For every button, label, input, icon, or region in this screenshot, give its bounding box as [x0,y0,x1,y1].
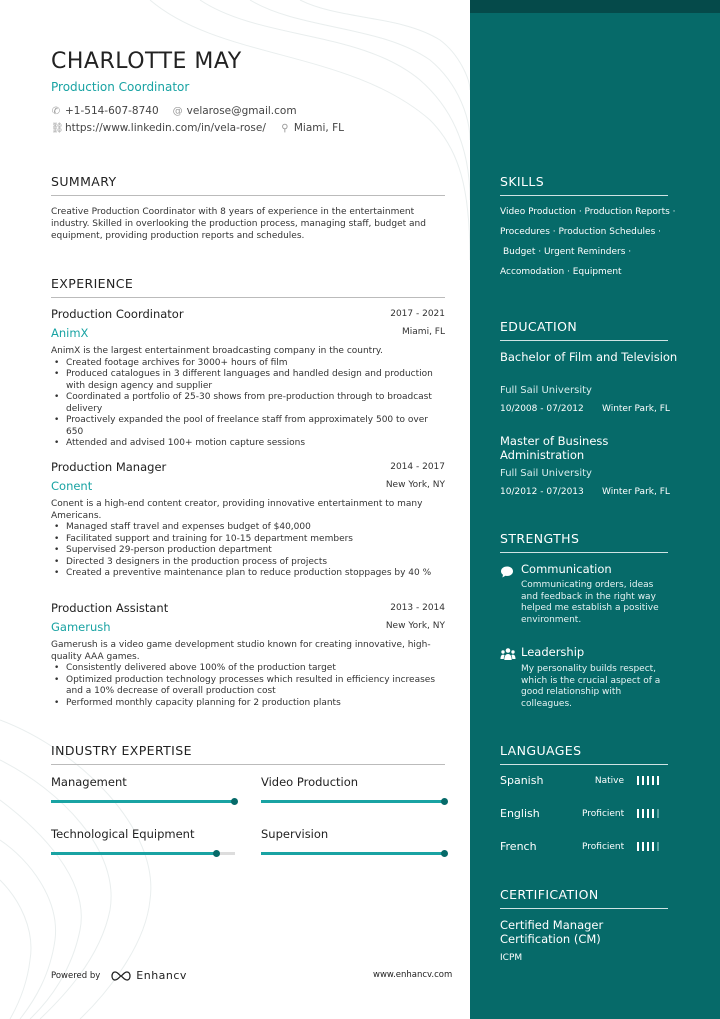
sidebar-top-bar [470,0,720,13]
skills-line: Budget · Urgent Reminders · [503,247,632,257]
group-icon [500,647,516,661]
job-role: Production Coordinator [51,307,184,321]
language-bar [642,776,644,785]
job-bullet: • Created a preventive maintenance plan to reduce production stoppages by 40 % [51,568,445,580]
candidate-name: CHARLOTTE MAY [51,49,242,74]
contact-row-1 [51,105,297,117]
edu-location: Winter Park, FL [602,404,670,414]
job-entry [51,307,445,450]
strengths-heading: STRENGTHS [500,531,668,553]
link-icon: ⛓ [51,122,64,134]
expertise-name: Supervision [261,827,329,841]
job-dates: 2017 - 2021 [390,309,445,319]
language-bar [657,842,659,851]
language-bars [637,776,659,785]
skills-line: Video Production · Production Reports · [500,207,676,217]
email-address[interactable]: velarose@gmail.com [186,105,297,117]
location-text: Miami, FL [293,122,344,134]
summary-text: Creative Production Coordinator with 8 years of experience in the entertainment industry. Skilled in overlooking the production process, managing staff, budget and equipment, providing production reports and schedules. [51,207,426,241]
job-bullet: • Directed 3 designers in the production process of projects [51,557,445,569]
expertise-bar [261,800,445,803]
language-bar [637,842,639,851]
job-location: New York, NY [385,480,445,490]
job-entry [51,601,445,709]
location [280,122,344,134]
language-bar [642,809,644,818]
contact-row-2 [51,122,344,134]
edu-degree: Bachelor of Film and Television [500,350,678,364]
expertise-fill [261,800,445,803]
job-bullet: • Performed monthly capacity planning for 2 production plants [51,698,445,710]
job-bullet: • Created footage archives for 3000+ hours of film [51,358,445,370]
language-bar [652,809,654,818]
language-bar [657,776,659,785]
job-bullet: • Coordinated a portfolio of 25-30 shows from pre-production through to broadcast delivery [51,392,445,415]
language-bar [647,776,649,785]
language-name: French [500,840,537,853]
expertise-item [51,827,235,841]
language-name: Spanish [500,774,544,787]
phone [51,105,159,117]
language-bar [647,842,649,851]
edu-dates: 10/2008 - 07/2012 [500,404,584,414]
edu-dates: 10/2012 - 07/2013 [500,487,584,497]
job-bullet: • Proactively expanded the pool of freelance staff from approximately 500 to over 650 [51,415,445,438]
job-company: Gamerush [51,620,111,634]
language-bars [637,842,659,851]
certification-issuer: ICPM [500,953,523,963]
job-role: Production Manager [51,460,167,474]
expertise-dot [231,798,238,805]
education-heading: EDUCATION [500,319,668,341]
sidebar [470,0,720,1019]
expertise-name: Video Production [261,775,359,789]
expertise-fill [51,800,235,803]
job-description: Conent is a high-end content creator, providing innovative entertainment to many Americans. [51,499,423,521]
job-bullet: • Supervised 29-person production department [51,545,445,557]
candidate-title: Production Coordinator [51,80,190,94]
at-icon: @ [172,105,183,117]
edu-school: Full Sail University [500,468,592,479]
job-bullets [51,663,445,709]
language-name: English [500,807,540,820]
expertise-item [261,775,445,789]
phone-icon: ✆ [51,105,61,117]
footer-powered [51,969,187,982]
language-level: Proficient [582,842,625,852]
expertise-dot [441,798,448,805]
strength-description: Communicating orders, ideas and feedback in the right way helped me establish a positive environment. [521,580,659,625]
language-bar [647,809,649,818]
skills-line: Procedures · Production Schedules · [500,227,662,237]
language-bar [652,776,654,785]
job-bullet: • Managed staff travel and expenses budget of $40,000 [51,522,445,534]
linkedin[interactable] [51,122,266,134]
language-bar [637,776,639,785]
job-entry [51,460,445,580]
language-bar [657,809,659,818]
speech-bubble-icon [500,565,514,579]
expertise-item [51,775,235,789]
job-role: Production Assistant [51,601,169,615]
email[interactable] [173,105,297,117]
language-bar [637,809,639,818]
language-bar [652,842,654,851]
expertise-fill [261,852,445,855]
language-level: Proficient [582,809,625,819]
footer-url[interactable]: www.enhancv.com [373,970,453,980]
job-company: Conent [51,479,93,493]
language-level: Native [594,776,624,786]
expertise-bar [261,852,445,855]
summary-heading: SUMMARY [51,174,445,196]
job-bullet: • Optimized production technology processes which resulted in efficiency increases and a 10% decrease of overall production cost [51,675,445,698]
job-location: New York, NY [385,621,445,631]
certification-title: Certified Manager Certification (CM) [500,918,604,946]
experience-heading: EXPERIENCE [51,276,445,298]
strength-description: My personality builds respect, which is the crucial aspect of a good relationship with colleagues. [521,664,661,709]
expertise-dot [441,850,448,857]
job-bullets [51,358,445,450]
location-pin-icon: ⚲ [281,122,289,134]
skills-line: Accomodation · Equipment [500,267,622,277]
expertise-name: Technological Equipment [51,827,195,841]
expertise-dot [213,850,220,857]
linkedin-url[interactable]: https://www.linkedin.com/in/vela-rose/ [65,122,266,134]
job-dates: 2013 - 2014 [390,603,445,613]
enhancv-logo[interactable] [110,969,187,982]
brand-name: Enhancv [136,969,187,982]
expertise-heading: INDUSTRY EXPERTISE [51,743,445,765]
expertise-fill [51,852,217,855]
job-bullet: • Attended and advised 100+ motion capture sessions [51,438,445,450]
certification-heading: CERTIFICATION [500,887,668,909]
phone-number: +1-514-607-8740 [65,105,159,117]
strength-name: Leadership [521,645,585,659]
languages-heading: LANGUAGES [500,743,668,765]
expertise-bar [51,800,235,803]
job-description: AnimX is the largest entertainment broadcasting company in the country. [51,346,383,356]
skills-heading: SKILLS [500,174,668,196]
infinity-icon [110,970,132,982]
expertise-item [261,827,445,841]
job-description: Gamerush is a video game development studio known for creating innovative, high-quality AAA games. [51,640,431,662]
expertise-name: Management [51,775,127,789]
edu-school: Full Sail University [500,385,592,396]
job-location: Miami, FL [402,327,445,337]
expertise-bar [51,852,235,855]
language-bar [642,842,644,851]
edu-location: Winter Park, FL [602,487,670,497]
language-bars [637,809,659,818]
edu-degree: Master of Business Administration [500,434,609,462]
strength-name: Communication [521,562,612,576]
job-bullet: • Facilitated support and training for 10-15 department members [51,534,445,546]
powered-by-label: Powered by [51,970,101,981]
job-bullets [51,522,445,580]
job-dates: 2014 - 2017 [390,462,445,472]
job-bullet: • Produced catalogues in 3 different languages and handled design and production with design agency and supplier [51,369,445,392]
job-company: AnimX [51,326,89,340]
job-bullet: • Consistently delivered above 100% of the production target [51,663,445,675]
